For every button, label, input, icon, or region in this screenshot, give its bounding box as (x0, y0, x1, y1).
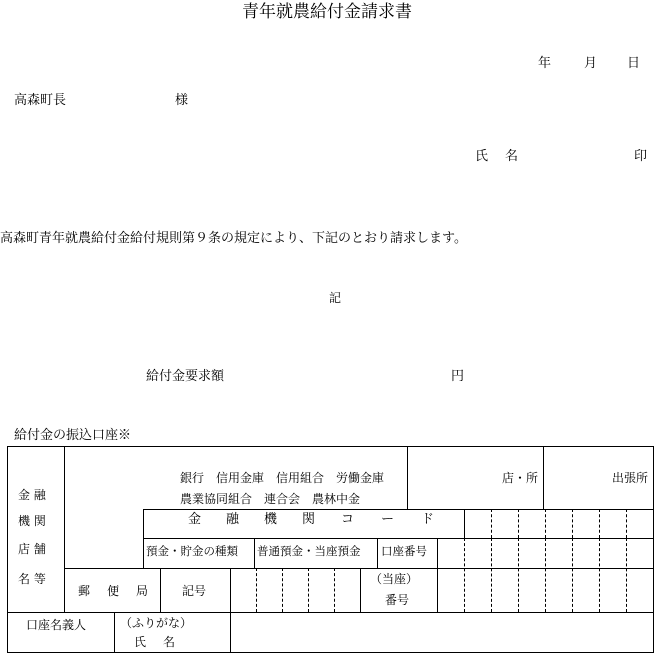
side-label-2: 機 関 (18, 514, 46, 528)
amount-unit: 円 (451, 369, 465, 384)
seal-mark: 印 (634, 149, 648, 164)
holder-name-label-2: 名 (163, 635, 176, 649)
kigo-label: 記号 (182, 584, 207, 598)
table-line (7, 612, 654, 613)
digit-separator (308, 568, 309, 612)
date-month-label: 月 (584, 56, 598, 71)
code-char-1: 金 (188, 512, 202, 527)
table-line (437, 568, 438, 612)
digit-separator (599, 538, 600, 612)
code-char-7: ド (421, 512, 435, 527)
table-line (7, 652, 654, 653)
digit-separator (491, 509, 492, 538)
digit-separator (572, 509, 573, 538)
post-office-char-3: 局 (136, 584, 149, 598)
digit-separator (464, 538, 465, 612)
digit-separator (518, 538, 519, 612)
digit-separator (518, 509, 519, 538)
furigana-label: （ふりがな） (120, 616, 193, 630)
table-line (143, 538, 654, 539)
deposit-type-value: 普通預金・当座預金 (257, 544, 361, 558)
table-line (114, 612, 115, 652)
current-account-label: （当座） (370, 572, 419, 586)
table-line (377, 538, 378, 568)
request-statement: 高森町青年就農給付金給付規則第９条の規定により、下記のとおり請求します。 (0, 231, 467, 246)
page-title: 青年就農給付金請求書 (242, 2, 412, 22)
digit-separator (491, 538, 492, 612)
table-line (64, 446, 65, 612)
digit-separator (626, 538, 627, 612)
date-day-label: 日 (627, 56, 641, 71)
account-heading: 給付金の振込口座※ (14, 428, 132, 443)
code-char-4: 関 (302, 512, 316, 527)
addressee-name: 高森町長 (14, 93, 67, 108)
digit-separator (282, 568, 283, 612)
holder-label: 口座名義人 (26, 618, 87, 632)
applicant-name-label-2: 名 (505, 149, 519, 164)
code-char-5: コ (341, 512, 355, 527)
applicant-name-label-1: 氏 (475, 149, 489, 164)
bank-types-line2: 農業協同組合 連合会 農林中金 (180, 492, 361, 506)
bank-types-line1: 銀行 信用金庫 信用組合 労働金庫 (180, 471, 385, 485)
digit-separator (256, 568, 257, 612)
addressee-honorific: 様 (175, 93, 189, 108)
table-line (143, 509, 654, 510)
table-line (7, 446, 654, 447)
code-char-2: 融 (226, 512, 240, 527)
table-line (230, 612, 231, 652)
digit-separator (572, 538, 573, 612)
branch-label: 店・所 (502, 471, 539, 485)
table-line (254, 538, 255, 568)
branch-office-label: 出張所 (612, 471, 649, 485)
table-line (160, 568, 161, 612)
post-office-char-1: 郵 (78, 584, 91, 598)
table-line (543, 446, 544, 509)
bango-label: 番号 (385, 593, 410, 607)
table-line (407, 446, 408, 509)
amount-label: 給付金要求額 (146, 369, 225, 384)
digit-separator (545, 538, 546, 612)
post-office-char-2: 便 (107, 584, 120, 598)
deposit-type-label: 預金・貯金の種類 (146, 544, 238, 558)
digit-separator (545, 509, 546, 538)
code-char-3: 機 (264, 512, 278, 527)
side-label-1: 金 融 (18, 488, 46, 502)
holder-name-label-1: 氏 (134, 635, 147, 649)
digit-separator (626, 509, 627, 538)
digit-separator (334, 568, 335, 612)
side-label-4: 名 等 (18, 572, 46, 586)
table-line (143, 509, 144, 568)
date-year-label: 年 (538, 56, 552, 71)
side-label-3: 店 舗 (18, 542, 46, 556)
table-line (360, 568, 361, 612)
table-line (464, 509, 465, 538)
digit-separator (599, 509, 600, 538)
table-line (230, 568, 231, 612)
account-number-label: 口座番号 (381, 544, 427, 558)
table-line (7, 446, 8, 653)
code-char-6: ー (381, 512, 395, 527)
ki-label: 記 (329, 291, 342, 305)
table-line (64, 568, 654, 569)
table-line (437, 538, 438, 568)
